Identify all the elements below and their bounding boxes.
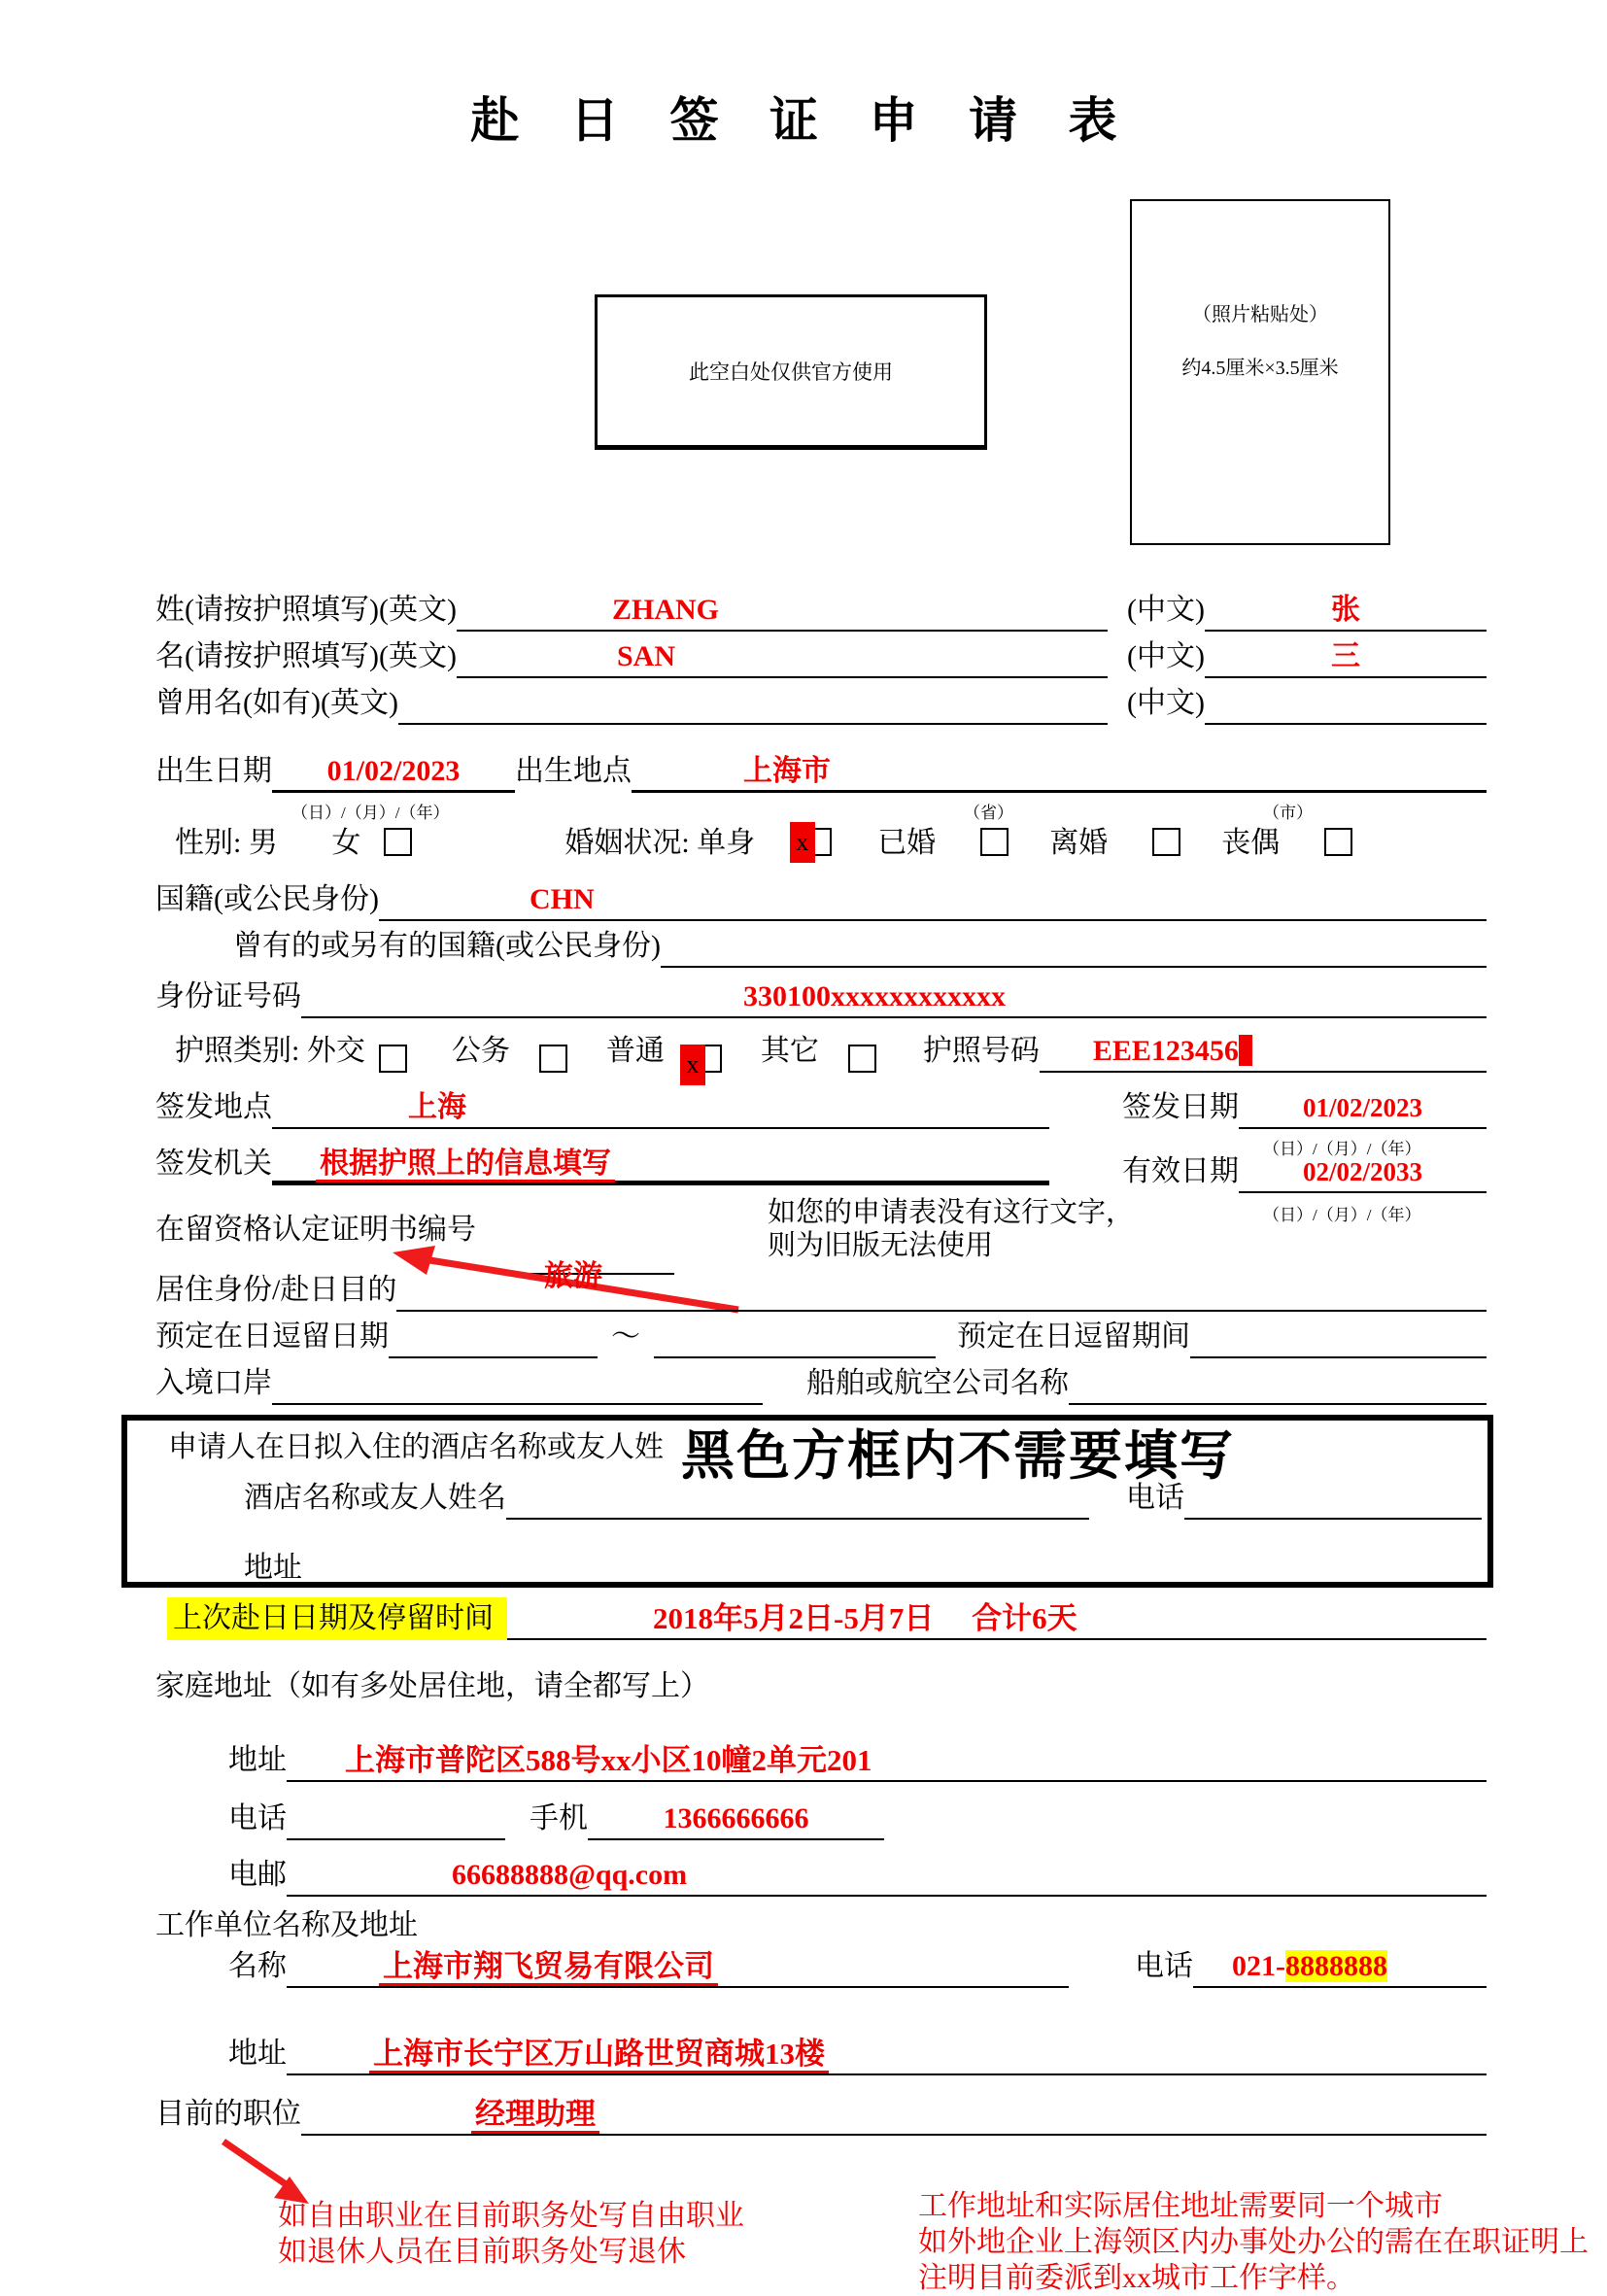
stay-date-from-field[interactable] xyxy=(389,1316,598,1358)
passport-number-field[interactable] xyxy=(1040,1030,1487,1073)
given-name-field[interactable] xyxy=(457,635,1108,678)
carrier-label: 船舶或航空公司名称 xyxy=(806,1367,1069,1399)
mobile-value: 1366666666 xyxy=(663,1802,809,1834)
id-number-label: 身份证号码 xyxy=(155,980,301,1012)
entry-port-label: 入境口岸 xyxy=(155,1367,272,1399)
surname-cn-field[interactable] xyxy=(1205,589,1487,632)
hotel-name-label: 酒店名称或友人姓名 xyxy=(244,1482,506,1514)
last-visit-label: 上次赴日日期及停留时间 xyxy=(167,1597,507,1640)
work-phone-highlighted: 8888888 xyxy=(1285,1950,1387,1982)
do-not-fill-box xyxy=(121,1415,1493,1588)
issue-date-label: 签发日期 xyxy=(1122,1091,1239,1123)
work-note-line2: 如外地企业上海领区内办事处办公的需在在职证明上 xyxy=(918,2226,1589,2258)
ordinary-passport-label: 普通 xyxy=(605,1035,665,1067)
birth-date-format-hint: （日）/（月）/（年） xyxy=(291,804,450,822)
coe-note-line2: 则为旧版无法使用 xyxy=(768,1230,994,1261)
expiry-date-format-hint: （日）/（月）/（年） xyxy=(1263,1206,1421,1224)
issue-place-label: 签发地点 xyxy=(155,1091,272,1123)
service-passport-label: 公务 xyxy=(451,1035,510,1067)
birth-date-label: 出生日期 xyxy=(155,755,272,787)
surname-cn-value: 张 xyxy=(1330,594,1360,626)
photo-box-caption: （照片粘贴处） xyxy=(1192,304,1328,326)
other-passport-checkbox[interactable] xyxy=(848,1045,876,1073)
widowed-label: 丧偶 xyxy=(1221,827,1281,859)
work-address-field[interactable] xyxy=(287,2033,1487,2075)
other-nationality-label: 曾有的或另有的国籍(或公民身份) xyxy=(233,930,661,962)
married-label: 已婚 xyxy=(877,827,937,859)
birth-place-field[interactable] xyxy=(632,750,1487,793)
entry-port-field[interactable] xyxy=(272,1362,763,1405)
email-value: 66688888@qq.com xyxy=(452,1859,688,1891)
expiry-date-value: 02/02/2033 xyxy=(1302,1157,1422,1186)
nationality-label: 国籍(或公民身份) xyxy=(155,883,379,915)
issue-authority-label: 签发机关 xyxy=(155,1148,272,1180)
photo-paste-box xyxy=(1130,199,1390,545)
expiry-date-label: 有效日期 xyxy=(1122,1155,1239,1187)
given-cn-value: 三 xyxy=(1330,640,1360,672)
given-name-value: SAN xyxy=(616,640,675,672)
work-note-line3: 注明目前委派到xx城市工作字样。 xyxy=(918,2262,1355,2294)
position-note-line2: 如退休人员在目前职务处写退休 xyxy=(278,2236,686,2268)
surname-label: 姓(请按护照填写)(英文) xyxy=(155,594,457,626)
surname-field[interactable] xyxy=(457,589,1108,632)
issue-authority-field[interactable] xyxy=(272,1143,1049,1185)
given-name-label: 名(请按护照填写)(英文) xyxy=(155,640,457,672)
former-cn-label: (中文) xyxy=(1127,687,1205,719)
position-value: 经理助理 xyxy=(471,2097,599,2134)
married-checkbox[interactable] xyxy=(980,828,1009,856)
surname-cn-label: (中文) xyxy=(1127,594,1205,626)
last-visit-field[interactable] xyxy=(507,1597,1487,1640)
given-cn-label: (中文) xyxy=(1127,640,1205,672)
last-visit-value: 2018年5月2日-5月7日 合计6天 xyxy=(653,1601,1077,1635)
purpose-field[interactable] xyxy=(396,1269,1487,1312)
stay-period-field[interactable] xyxy=(1190,1316,1487,1358)
official-use-text: 此空白处仅供官方使用 xyxy=(689,360,893,384)
birth-date-field[interactable] xyxy=(272,750,515,793)
given-cn-field[interactable] xyxy=(1205,635,1487,678)
gender-label: 性别: 男 xyxy=(175,827,278,859)
stay-period-label: 预定在日逗留期间 xyxy=(957,1320,1190,1353)
position-label: 目前的职位 xyxy=(155,2098,301,2130)
photo-box-size: 约4.5厘米×3.5厘米 xyxy=(1181,358,1339,379)
widowed-checkbox[interactable] xyxy=(1324,828,1352,856)
birth-date-value: 01/02/2023 xyxy=(326,755,461,787)
single-checkbox[interactable] xyxy=(796,828,832,856)
id-number-field[interactable] xyxy=(301,976,1487,1018)
birth-place-label: 出生地点 xyxy=(515,755,632,787)
expiry-date-field[interactable] xyxy=(1239,1150,1487,1193)
work-address-label: 地址 xyxy=(228,2038,287,2070)
work-phone-prefix: 021- xyxy=(1232,1950,1285,1982)
position-field[interactable] xyxy=(301,2093,1487,2136)
company-name-field[interactable] xyxy=(287,1945,1069,1988)
other-passport-label: 其它 xyxy=(760,1035,819,1067)
mobile-label: 手机 xyxy=(530,1802,588,1834)
birth-place-value: 上海市 xyxy=(743,755,831,787)
issue-place-field[interactable] xyxy=(272,1086,1049,1129)
ordinary-checkbox[interactable] xyxy=(686,1045,722,1079)
stay-date-to-field[interactable] xyxy=(654,1316,936,1358)
home-phone-field[interactable] xyxy=(287,1798,505,1840)
purpose-value: 旅游 xyxy=(544,1260,602,1292)
home-phone-label: 电话 xyxy=(228,1802,287,1834)
nationality-field[interactable] xyxy=(379,878,1487,921)
work-phone-field[interactable] xyxy=(1193,1945,1487,1988)
former-name-label: 曾用名(如有)(英文) xyxy=(155,687,398,719)
single-checkbox-mark: x xyxy=(790,822,815,863)
position-note-line1: 如自由职业在目前职务处写自由职业 xyxy=(278,2200,744,2232)
hotel-phone-label: 电话 xyxy=(1126,1482,1184,1514)
coe-number-label: 在留资格认定证明书编号 xyxy=(155,1214,476,1246)
former-name-field[interactable] xyxy=(398,682,1108,725)
lodging-row1-label: 申请人在日拟入住的酒店名称或友人姓 xyxy=(168,1431,664,1463)
gender-female-label: 女 xyxy=(331,827,361,859)
official-use-box xyxy=(595,294,987,450)
passport-number-value: EEE123456 xyxy=(1092,1035,1239,1067)
email-label: 电邮 xyxy=(228,1859,287,1891)
work-header: 工作单位名称及地址 xyxy=(155,1909,418,1941)
email-field[interactable] xyxy=(287,1854,1487,1897)
issue-place-value: 上海 xyxy=(408,1091,466,1123)
carrier-field[interactable] xyxy=(1069,1362,1487,1405)
surname-value: ZHANG xyxy=(611,594,719,626)
issue-date-field[interactable] xyxy=(1239,1086,1487,1129)
do-not-fill-overlay-text: 黑色方框内不需要填写 xyxy=(681,1426,1236,1486)
coe-note-line1: 如您的申请表没有这行文字， xyxy=(768,1197,1135,1228)
nationality-value: CHN xyxy=(529,883,595,915)
company-name-label: 名称 xyxy=(228,1950,287,1982)
service-checkbox[interactable] xyxy=(539,1045,567,1073)
passport-type-label: 护照类别: 外交 xyxy=(175,1035,365,1067)
marital-status-label: 婚姻状况: 单身 xyxy=(564,827,756,859)
stay-date-tilde: ～ xyxy=(611,1320,640,1353)
issue-authority-value: 根据护照上的信息填写 xyxy=(316,1148,615,1182)
home-address-value: 上海市普陀区588号xx小区10幢2单元201 xyxy=(345,1743,872,1777)
home-address-label: 地址 xyxy=(228,1744,287,1776)
hotel-address-label: 地址 xyxy=(244,1552,302,1584)
text-cursor xyxy=(1239,1035,1252,1066)
birth-province-hint: （省） xyxy=(964,804,1013,822)
female-checkbox[interactable] xyxy=(384,828,412,856)
mobile-field[interactable] xyxy=(588,1798,884,1840)
purpose-label: 居住身份/赴日目的 xyxy=(155,1274,397,1306)
passport-number-label: 护照号码 xyxy=(922,1035,1040,1067)
birth-city-hint: （市） xyxy=(1263,804,1313,822)
page-title: 赴 日 签 证 申 请 表 xyxy=(470,93,1137,148)
work-address-value: 上海市长宁区万山路世贸商城13楼 xyxy=(369,2037,829,2073)
company-name-value: 上海市翔飞贸易有限公司 xyxy=(379,1949,718,1986)
issue-date-value: 01/02/2023 xyxy=(1302,1093,1422,1122)
home-address-field[interactable] xyxy=(287,1739,1487,1782)
ordinary-checkbox-mark: x xyxy=(680,1045,705,1085)
work-note-line1: 工作地址和实际居住地址需要同一个城市 xyxy=(918,2190,1443,2222)
issue-date-format-hint: （日）/（月）/（年） xyxy=(1263,1140,1421,1158)
divorced-checkbox[interactable] xyxy=(1152,828,1180,856)
id-number-value: 330100xxxxxxxxxxxx xyxy=(743,980,1006,1012)
home-address-header: 家庭地址（如有多处居住地，请全都写上） xyxy=(155,1670,709,1702)
stay-date-label: 预定在日逗留日期 xyxy=(155,1320,389,1353)
diplomatic-checkbox[interactable] xyxy=(379,1045,407,1073)
divorced-label: 离婚 xyxy=(1049,827,1109,859)
other-nationality-field[interactable] xyxy=(661,925,1487,968)
work-phone-label: 电话 xyxy=(1135,1950,1193,1982)
former-cn-field[interactable] xyxy=(1205,682,1487,725)
